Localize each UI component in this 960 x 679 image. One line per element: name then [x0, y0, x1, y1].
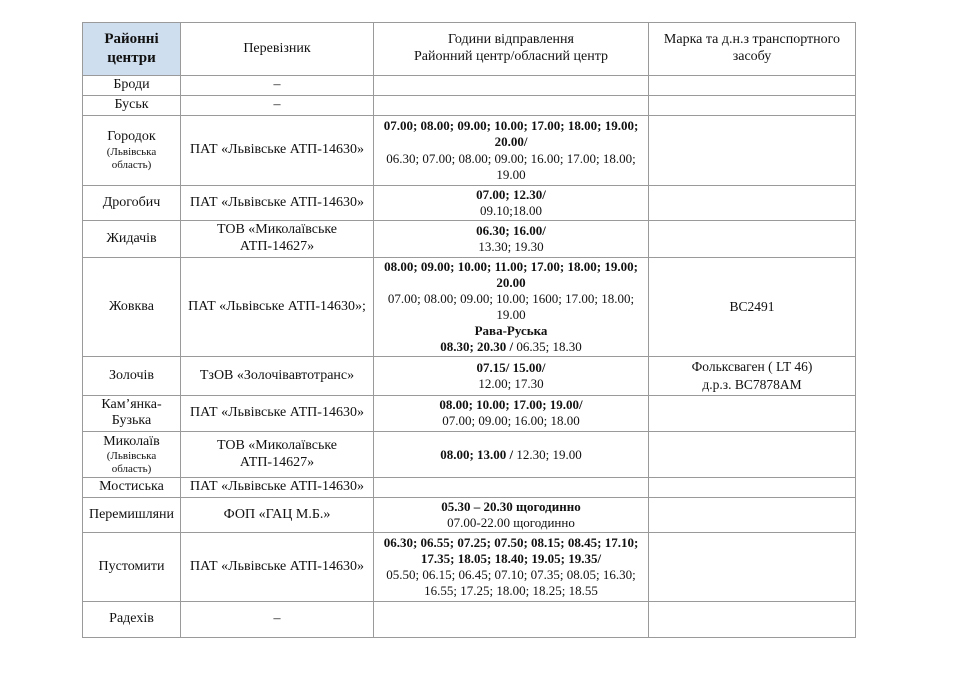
district-cell: [83, 498, 181, 533]
table-row: [83, 432, 856, 478]
vehicle-cell: [649, 96, 856, 116]
times-cell: [374, 498, 649, 533]
district-cell: [83, 257, 181, 357]
times-line: [379, 447, 643, 463]
vehicle-cell: [649, 116, 856, 186]
times-cell: [374, 96, 649, 116]
carrier-cell: ФОП «ГАЦ М.Б.»: [181, 498, 374, 533]
vehicle-cell: [649, 478, 856, 498]
table-row: [83, 357, 856, 395]
carrier-cell: ТОВ «Миколаївське АТП-14627»: [181, 432, 374, 478]
carrier-cell: ТзОВ «Золочівавтотранс»: [181, 357, 374, 395]
times-bold-run: 06.30; 16.00/: [476, 222, 546, 238]
carrier-cell: –: [181, 96, 374, 116]
times-line: [379, 323, 643, 339]
times-bold-run: 07.00; 12.30/: [476, 187, 546, 202]
district-cell: [83, 76, 181, 96]
times-run: 09.10;18.00: [479, 203, 543, 219]
carrier-cell: ПАТ «Львівське АТП-14630»;: [181, 257, 374, 357]
times-bold-run: 08.00; 10.00; 17.00; 19.00/: [439, 397, 583, 413]
table-row: [83, 96, 856, 116]
times-line: [379, 223, 643, 239]
table-row: [83, 533, 856, 602]
carrier-cell: ПАТ «Львівське АТП-14630»: [181, 533, 374, 602]
vehicle-cell: [649, 221, 856, 258]
times-cell: [374, 221, 649, 258]
table-row: [83, 257, 856, 357]
times-line: [379, 397, 643, 413]
carrier-cell: –: [181, 76, 374, 96]
district-cell: [83, 96, 181, 116]
header-districts: Районні центри: [83, 23, 181, 76]
vehicle-line: д.р.з. ВС7878АМ: [702, 377, 802, 393]
district-name: Дрогобич: [102, 194, 161, 210]
district-note: (Львівська область): [106, 450, 157, 476]
times-run: 05.50; 06.15; 06.45; 07.10; 07.35; 08.05; 16.30; 16.55; 17.25; 18.00; 18.25; 18.55: [386, 567, 636, 599]
times-line: [379, 339, 643, 355]
vehicle-cell: [649, 76, 856, 96]
times-line: [379, 360, 643, 376]
district-cell: [83, 602, 181, 638]
times-cell: [374, 432, 649, 478]
district-cell: [83, 357, 181, 395]
times-cell: [374, 116, 649, 186]
bus-schedule-table: [82, 22, 856, 638]
times-line: [379, 413, 643, 429]
times-run: 07.00-22.00 щогодинно: [447, 515, 575, 531]
table-row: [83, 116, 856, 186]
times-cell: [374, 395, 649, 432]
times-run: 07.00; 08.00; 09.00; 10.00; 1600; 17.00; 18.00; 19.00: [387, 291, 635, 323]
times-bold-run: 06.30; 06.55; 07.25; 07.50; 08.15; 08.45; 17.10; 17.35; 18.05; 18.40; 19.05; 19.35/: [383, 535, 639, 567]
district-name: Броди: [113, 77, 150, 93]
times-cell: [374, 478, 649, 498]
times-line: [379, 535, 643, 567]
times-line: [379, 259, 643, 291]
header-vehicle: Марка та д.н.з транспортного засобу: [649, 23, 856, 76]
district-note: (Львівська область): [106, 146, 157, 171]
vehicle-cell: [649, 395, 856, 432]
district-name: Радехів: [109, 611, 154, 627]
vehicle-cell: [649, 257, 856, 357]
times-bold-run: Рава-Руська: [474, 323, 548, 339]
header-times: [374, 23, 649, 76]
district-cell: [83, 221, 181, 258]
district-name: Буськ: [114, 97, 149, 113]
vehicle-cell: [649, 602, 856, 638]
times-run: 06.30; 07.00; 08.00; 09.00; 16.00; 17.00; 18.00; 19.00: [386, 150, 636, 182]
times-cell: [374, 602, 649, 638]
header-times-line2: Районний центр/обласний центр: [414, 49, 608, 64]
times-line: [379, 203, 643, 219]
vehicle-cell: [649, 357, 856, 395]
times-line: [379, 239, 643, 255]
district-cell: [83, 116, 181, 186]
district-name: Городок: [107, 129, 156, 145]
times-run: 07.00; 09.00; 16.00; 18.00: [442, 413, 580, 429]
carrier-cell: ТОВ «Миколаївське АТП-14627»: [181, 221, 374, 258]
times-cell: [374, 186, 649, 221]
district-name: Пустомити: [98, 558, 165, 574]
carrier-cell: ПАТ «Львівське АТП-14630»: [181, 395, 374, 432]
vehicle-cell: [649, 432, 856, 478]
times-bold-run: 07.00; 08.00; 09.00; 10.00; 17.00; 18.00; 19.00; 20.00/: [383, 118, 639, 150]
table-row: [83, 602, 856, 638]
vehicle-cell: [649, 186, 856, 221]
district-name: Миколаїв: [103, 433, 160, 449]
times-cell: [374, 533, 649, 602]
district-name: Жовква: [109, 298, 154, 314]
times-bold-run: 08.00; 09.00; 10.00; 11.00; 17.00; 18.00; 19.00; 20.00: [384, 258, 638, 290]
header-times-line1: Години відправлення: [448, 32, 574, 48]
table-body: [83, 76, 856, 638]
vehicle-line: ВС2491: [729, 299, 775, 315]
times-bold-run: 07.15/ 15.00/: [476, 359, 546, 375]
times-line: [379, 567, 643, 599]
times-line: [379, 376, 643, 392]
vehicle-cell: [649, 533, 856, 602]
district-cell: [83, 533, 181, 602]
times-line: [379, 118, 643, 150]
times-run: 12.30; 19.00: [516, 446, 582, 462]
carrier-cell: ПАТ «Львівське АТП-14630»: [181, 478, 374, 498]
table-row: [83, 76, 856, 96]
times-line: [379, 291, 643, 323]
carrier-cell: ПАТ «Львівське АТП-14630»: [181, 116, 374, 186]
times-run: 06.35; 18.30: [516, 339, 582, 355]
table-header-row: [83, 23, 856, 76]
district-name: Перемишляни: [88, 506, 175, 522]
table-row: [83, 221, 856, 258]
times-line: [379, 187, 643, 203]
times-cell: [374, 357, 649, 395]
vehicle-line: Фольксваген ( LT 46): [691, 359, 813, 375]
district-name: Золочів: [109, 367, 154, 383]
district-cell: [83, 186, 181, 221]
table-row: [83, 395, 856, 432]
district-cell: [83, 395, 181, 432]
times-cell: [374, 257, 649, 357]
times-run: 12.00; 17.30: [478, 376, 544, 392]
times-bold-run: 05.30 – 20.30 щогодинно: [441, 499, 581, 515]
district-cell: [83, 432, 181, 478]
table-row: [83, 186, 856, 221]
carrier-cell: ПАТ «Львівське АТП-14630»: [181, 186, 374, 221]
times-line: [379, 499, 643, 515]
table-row: [83, 498, 856, 533]
district-name: Жидачів: [106, 230, 157, 246]
district-name: Кам’янка-Бузька: [101, 396, 162, 429]
header-carrier: Перевізник: [181, 23, 374, 76]
times-bold-run: 08.00; 13.00 /: [440, 446, 517, 462]
times-line: [379, 515, 643, 531]
table-row: [83, 478, 856, 498]
district-cell: [83, 478, 181, 498]
carrier-cell: –: [181, 602, 374, 638]
times-line: [379, 151, 643, 183]
times-run: 13.30; 19.30: [478, 239, 544, 255]
times-cell: [374, 76, 649, 96]
district-name: Мостиська: [99, 479, 164, 495]
times-bold-run: 08.30; 20.30 /: [440, 339, 517, 355]
vehicle-cell: [649, 498, 856, 533]
